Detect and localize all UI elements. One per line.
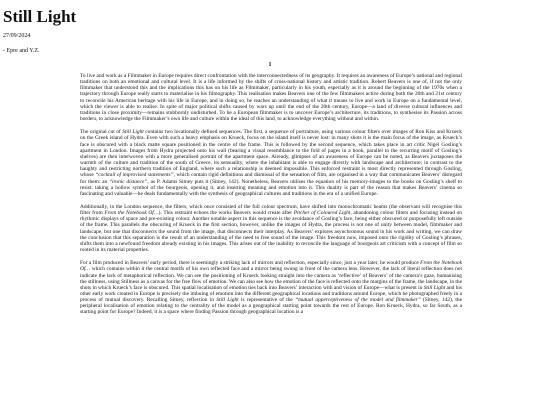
text-segment: (Sitney, 142), the peripheral localisation of emotion relating to the centrality of the model as a geographical starting point towards the rest of Europe. Ron Krueck, Hydra, so far South, as a starting point for Europe? Indeed, it is a space where finding Passion through geographical location is a bbox=[80, 297, 462, 316]
section-number: 1 bbox=[268, 62, 272, 68]
paragraph-4 bbox=[80, 260, 462, 315]
text-segment: which contains within it the central motifs of his own reflected face and a mirror being swung in front of the camera lens. However, the lack of literal reflection does not indicate the lack of metaphorical reflection. We can see the positioning of Krueck looking straight into the camera as ‘reflective’ of Beavers’ of the camera’s gaze, humanising the stillness, using Stillness as a canvas for the free flow of emotion. We can also see how the emotion of the face is reflected onto the margins of the frame, the landscape, in the shots in which Krueck’s face is obscured. This spatial localisation of emotion ties back into Beavers’ interaction with and vision of Europe—what is present in bbox=[80, 266, 462, 291]
film-title-italic: Pitcher of Coloured Light bbox=[293, 210, 351, 217]
page-title: Still Light bbox=[3, 7, 77, 26]
text-segment: is representative of the bbox=[238, 297, 296, 304]
quote-italic: “cocktail of improvised statements” bbox=[95, 172, 174, 179]
text-segment: For a film produced in Beavers’ early period, there is seemingly a striking lack of mirrors and reflection, especially since, just a year later, he would produce bbox=[80, 260, 421, 267]
film-title-italic: From the Notebook Of… bbox=[80, 260, 462, 273]
text-segment: Additionally, in the London sequence, the filters, which once consisted of the full colour spectrum, have shifted into monochromatic beams (the observant will recognise this filter from bbox=[80, 203, 462, 217]
text-segment: ). This restraint echoes the works Beavers would create after bbox=[158, 210, 294, 217]
paragraph-1 bbox=[80, 73, 462, 122]
publication-date: 27/09/2024 bbox=[3, 33, 31, 39]
film-title-italic: Still Light bbox=[423, 284, 446, 291]
text-segment: , abandoning colour filters and focusing instead on rhythmic displays of space and pre-existing colour. Another notable aspect in this sequence is the avoidance of Gosling’s face, being either obscured or purposefully left outside of the frame. This parallels the obscuring of Krueck in the first section, however, unlike the images of Hydra, the process is not one of unity between model, filmmaker and landscape, but one that disconnects the sound from the image, that disconnects their interplay. As Beavers’ explores asynchronous sound in his work and writing, we can draw the conclusion that this separation is the result of an understanding of the need to free sound of the image. This freedom now, imposed onto the rigidity of Gosling’s phrases, shifts them into a newfound freedom already existing in his images. This arises out of the inability to reconcile the language of bourgeois art criticism with a concept of film so rooted in its material properties. bbox=[80, 210, 462, 254]
quote-italic: “mutual apperceptiveness of the model and filmmaker” bbox=[295, 297, 421, 304]
author-line: - Epre and Y.Z. bbox=[3, 48, 40, 54]
film-title-italic: Still Light bbox=[216, 297, 239, 304]
paragraph-2 bbox=[80, 129, 462, 197]
text-segment: , which contain rigid definitions and dismissal of the sensation of film, are organised in a way that communicates Beavers’ disregard for them: an bbox=[80, 172, 462, 185]
film-title-italic: From the Notebook Of… bbox=[104, 210, 159, 217]
text-segment: To live and work as a Filmmaker in Europe requires direct confrontation with the interconnectedness of its geography. It requires an awareness of Europe’s national and regional traditions on both an emotional and cultural level. It is a life informed by the shifts of cross-national history and artistic tradition. Robert Beavers is one of, if not the only filmmaker that understood this and the implications this has on his life as Filmmaker, particularly in his youth, especially as it is around the beginning of the 1970s when a trajectory through Europe really starts to materialise in his filmography. This realisation makes Beavers one of the few filmmakers active during both the 20th and 21st century to reconcile his American heritage with his life in Europe, and in doing so, he reaches an understanding of what it means to live and work in Europe on a fundamental level, which the viewer is able to realise. In spite of major political shifts caused by wars up until the end of the 20th century, Europe—a land of diverse cultural influences and traditions in close proximity—remains stubbornly undisturbed. To be a European filmmaker is to uncover Europe’s architecture, its traditions, to synthesise its Passion across borders, to acknowledge the Filmmaker’s own life and culture within the ideal of this land, to acknowledge everything without and within. bbox=[80, 73, 462, 123]
quote-italic: “ironic distance” bbox=[108, 178, 148, 185]
text-segment: contains two locationally defined sequences. The first, a sequence of portraiture, using various colour filters over images of Ron Kiss and Krueck on the Greek island of Hydra. Even with such a heavy emphasis on Krueck, focus on the island itself is never lost: in many shots it is the main focus of the image, as Krueck’s face is obscured with a black matte square positioned in the centre of the frame. This is followed by the second sequence, which takes place in art critic Nigel Gosling’s apartment in London. Images from Hydra projected onto his wall (bearing a visual resemblance to the fold of pages in a book, parallel to the recurring motif of Gosling’s shelves) are then interwoven with a more generalised portrait of the apartment space. Already, glimpses of an awareness of Europe can be noted, as Beavers juxtaposes the warmth of the culture and tradition of the south of Greece, its sensuality, where the inhabitant is able to engage directly with landscape and architecture; in contrast to the haughty and restricting northern tradition of England, where such a relationship is deemed impossible. This enforced restraint is most directly represented through Gosling, whose bbox=[80, 129, 463, 179]
text-segment: The original cut of bbox=[80, 129, 123, 136]
text-segment: , as P. Adams Sitney puts it (Sitney, 142). Nonetheless, Beavers utilises the equation of his memory-images to the books on Gosling’s shelf to resist: taking a hollow symbol of the bourgeois, opening it, and inserting meaning and emotion into it. This duality is part of the reason that makes Beavers’ cinema so fascinating and valuable—he deals fundamentally with the synthesis of geographical cultures and traditions in the era of a unified Europe. bbox=[80, 178, 463, 197]
text-segment: and his other early work created in Europe is precisely the imbuing of emotion into the different geographical locations and traditions around Europe, which he photographed freely in a process of mutual discovery. Recalling Sitney, reflection in bbox=[80, 284, 462, 304]
article-body bbox=[80, 73, 462, 323]
paragraph-3 bbox=[80, 204, 462, 253]
film-title-italic: Still Light bbox=[122, 129, 144, 136]
